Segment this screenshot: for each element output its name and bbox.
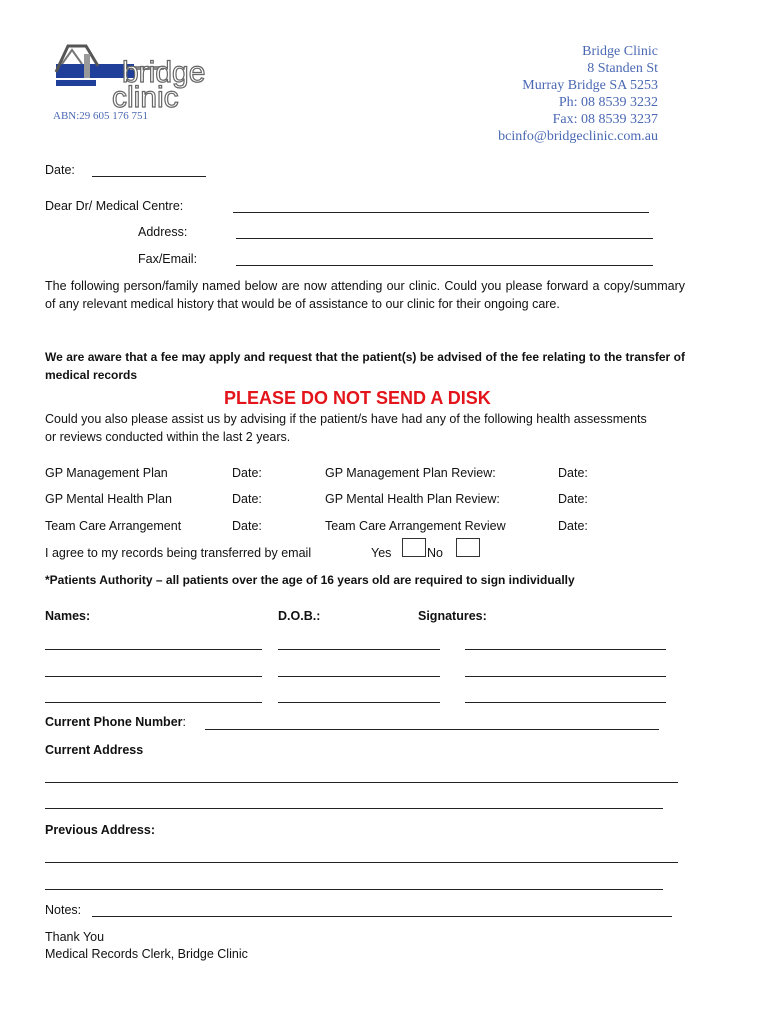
svg-text:bridge: bridge (122, 56, 206, 89)
previous-address-label: Previous Address: (45, 823, 155, 837)
name-field[interactable] (45, 702, 262, 703)
phone-colon: : (182, 715, 186, 729)
intro-paragraph: The following person/family named below are now attending our clinic. Could you please forward a copy/summary of any relevant medical history that would be of assistance to our clinic for their ongoing care. (45, 279, 685, 311)
dob-field[interactable] (278, 649, 440, 650)
assessment-right: GP Mental Health Plan Review: (325, 492, 500, 506)
assessment-right: Team Care Arrangement Review (325, 519, 506, 533)
assessment-left: GP Management Plan (45, 466, 168, 480)
yes-label: Yes (371, 546, 392, 560)
signature-field[interactable] (465, 702, 666, 703)
clinic-suburb: Murray Bridge SA 5253 (522, 78, 658, 93)
no-label: No (427, 546, 443, 560)
closing-signoff: Medical Records Clerk, Bridge Clinic (45, 947, 248, 961)
clinic-street: 8 Standen St (587, 61, 658, 76)
disk-warning: PLEASE DO NOT SEND A DISK (224, 388, 491, 408)
assessment-request: Could you also please assist us by advising if the patient/s have had any of the following health assessments or reviews conducted within the last 2 years. (45, 412, 647, 444)
clinic-email[interactable]: bcinfo@bridgeclinic.com.au (498, 129, 658, 144)
signatures-header: Signatures: (418, 609, 487, 623)
fax-email-label: Fax/Email: (138, 252, 198, 266)
current-address-label: Current Address (45, 743, 144, 757)
dob-field[interactable] (278, 676, 440, 677)
notes-label: Notes: (45, 903, 82, 917)
phone-field[interactable] (205, 729, 659, 730)
name-field[interactable] (45, 649, 262, 650)
assessment-right-date: Date: (558, 466, 588, 480)
previous-address-field[interactable] (45, 862, 678, 863)
name-field[interactable] (45, 676, 262, 677)
closing-thanks: Thank You (45, 930, 105, 944)
yes-checkbox[interactable] (402, 538, 426, 557)
current-address-field[interactable] (45, 808, 663, 809)
assessment-right-date: Date: (558, 519, 588, 533)
assessment-left: GP Mental Health Plan (45, 492, 172, 506)
authority-note: *Patients Authority – all patients over the age of 16 years old are required to sign individually (45, 573, 575, 587)
current-address-field[interactable] (45, 782, 678, 783)
phone-label: Current Phone Number (45, 715, 183, 729)
bridge-icon (50, 42, 225, 112)
assessment-left: Team Care Arrangement (45, 519, 182, 533)
svg-text:clinic: clinic (112, 81, 179, 112)
names-header: Names: (45, 609, 91, 623)
no-checkbox[interactable] (456, 538, 480, 557)
assessment-right: GP Management Plan Review: (325, 466, 496, 480)
clinic-fax: Fax: 08 8539 3237 (552, 112, 658, 127)
assessment-left-date: Date: (232, 466, 262, 480)
assessment-right-date: Date: (558, 492, 588, 506)
dob-field[interactable] (278, 702, 440, 703)
address-field[interactable] (236, 238, 653, 239)
signature-field[interactable] (465, 676, 666, 677)
clinic-name: Bridge Clinic (582, 44, 658, 59)
phone-label-wrap (45, 714, 186, 732)
consent-label: I agree to my records being transferred by email (45, 546, 312, 560)
date-field[interactable] (92, 176, 206, 177)
dob-header: D.O.B.: (278, 609, 321, 623)
assessment-left-date: Date: (232, 492, 262, 506)
signature-field[interactable] (465, 649, 666, 650)
clinic-address-block (498, 43, 658, 145)
date-label: Date: (45, 163, 75, 177)
dear-label: Dear Dr/ Medical Centre: (45, 199, 184, 213)
notes-field[interactable] (92, 916, 672, 917)
abn-number: ABN:29 605 176 751 (53, 110, 149, 122)
address-label: Address: (138, 225, 188, 239)
clinic-phone: Ph: 08 8539 3232 (558, 95, 658, 110)
bridge-clinic-logo (50, 42, 225, 112)
previous-address-field[interactable] (45, 889, 663, 890)
medical-centre-field[interactable] (233, 212, 649, 213)
fax-email-field[interactable] (236, 265, 653, 266)
assessment-left-date: Date: (232, 519, 262, 533)
fee-notice: We are aware that a fee may apply and request that the patient(s) be advised of the fee relating to the transfer of medical records (45, 350, 685, 382)
